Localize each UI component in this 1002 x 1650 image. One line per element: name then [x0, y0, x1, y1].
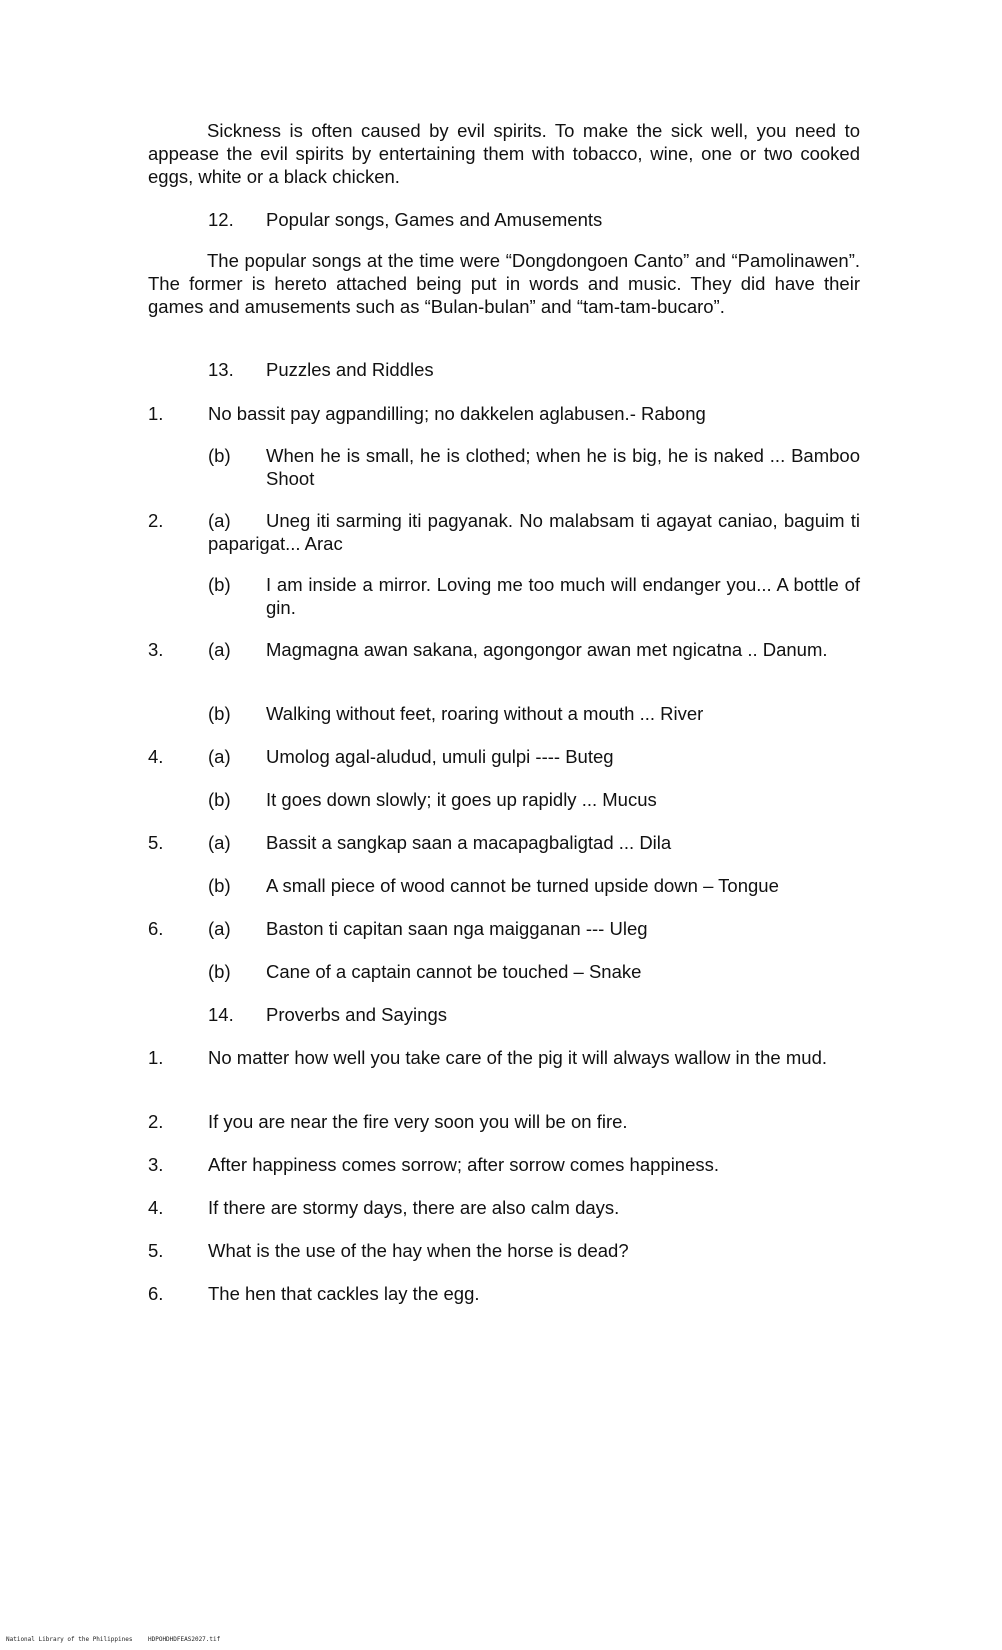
- footer-file-name: HDPOHDHDFEAS2027.tif: [148, 1636, 221, 1643]
- section-12-paragraph: The popular songs at the time were “Dongdongoen Canto” and “Pamolinawen”. The former is hereto attached being put in words and music. They did have their games and amusements such as “Bulan-bulan” and “tam-tam-bucaro”.: [148, 250, 860, 317]
- riddle-1: 1. No bassit pay agpandilling; no dakkelen aglabusen.- Rabong: [148, 402, 860, 425]
- riddle-6-b: (b) Cane of a captain cannot be touched – Snake: [208, 961, 642, 982]
- riddle-6-a: (a) Baston ti capitan saan nga maigganan --- Uleg: [208, 918, 648, 939]
- riddle-6: 6. (a) Baston ti capitan saan nga maigganan --- Uleg: [148, 917, 860, 940]
- section-12-heading: 12. Popular songs, Games and Amusements: [208, 209, 603, 230]
- riddle-4: 4. (a) Umolog agal-aludud, umuli gulpi ---- Buteg: [148, 745, 860, 768]
- riddle-5-a: (a) Bassit a sangkap saan a macapagbaligtad ... Dila: [208, 832, 672, 853]
- proverb-5: 5. What is the use of the hay when the horse is dead?: [148, 1240, 629, 1261]
- riddle-1-a: No bassit pay agpandilling; no dakkelen aglabusen.- Rabong: [208, 403, 706, 424]
- proverb-3: 3. After happiness comes sorrow; after sorrow comes happiness.: [148, 1154, 720, 1175]
- section-14-heading: 14. Proverbs and Sayings: [208, 1004, 447, 1025]
- riddle-2: 2. (a) Uneg iti sarming iti pagyanak. No malabsam ti agayat caniao, baguim ti paparigat... Arac: [148, 510, 860, 554]
- proverb-6: 6. The hen that cackles lay the egg.: [148, 1283, 480, 1304]
- riddle-5: 5. (a) Bassit a sangkap saan a macapagbaligtad ... Dila: [148, 831, 860, 854]
- proverb-4: 4. If there are stormy days, there are also calm days.: [148, 1197, 620, 1218]
- riddle-1-b: (b) When he is small, he is clothed; when he is big, he is naked ... Bamboo Shoot: [208, 445, 860, 489]
- riddle-4-a: (a) Umolog agal-aludud, umuli gulpi ---- Buteg: [208, 746, 614, 767]
- intro-paragraph: Sickness is often caused by evil spirits. To make the sick well, you need to appease the evil spirits by entertaining them with tobacco, wine, one or two cooked eggs, white or a black chicken.: [148, 120, 860, 187]
- riddle-4-b: (b) It goes down slowly; it goes up rapidly ... Mucus: [208, 789, 657, 810]
- riddle-3: 3. (a) Magmagna awan sakana, agongongor awan met ngicatna .. Danum.: [148, 638, 860, 661]
- section-13-heading: 13. Puzzles and Riddles: [208, 359, 434, 380]
- riddle-5-b: (b) A small piece of wood cannot be turned upside down – Tongue: [208, 875, 779, 896]
- proverb-2: 2. If you are near the fire very soon you will be on fire.: [148, 1111, 628, 1132]
- footer-library-stamp: National Library of the Philippines: [6, 1636, 133, 1643]
- proverb-1: 1. No matter how well you take care of the pig it will always wallow in the mud.: [148, 1047, 827, 1068]
- riddle-3-a: (a) Magmagna awan sakana, agongongor awan met ngicatna .. Danum.: [208, 639, 828, 660]
- riddle-2-a: (a) Uneg iti sarming iti pagyanak. No malabsam ti agayat caniao, baguim ti paparigat... Arac: [208, 510, 860, 554]
- riddle-2-b: (b) I am inside a mirror. Loving me too much will endanger you... A bottle of gin.: [208, 574, 860, 618]
- riddle-3-b: (b) Walking without feet, roaring without a mouth ... River: [208, 703, 704, 724]
